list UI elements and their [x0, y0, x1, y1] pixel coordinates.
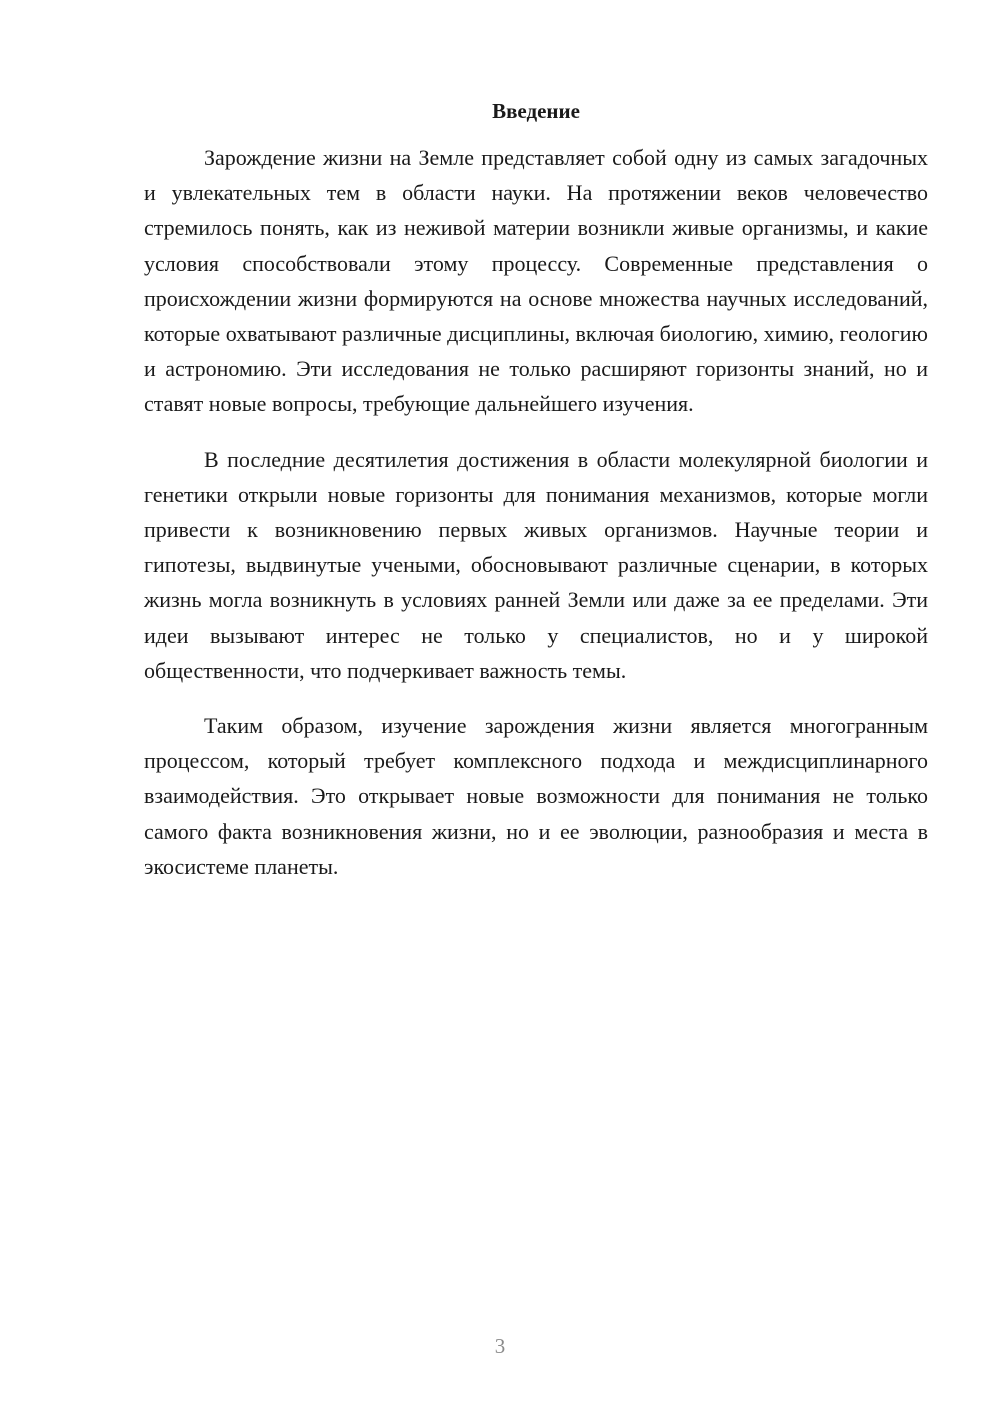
page-content: [144, 96, 928, 904]
page-number: 3: [494, 1334, 506, 1358]
paragraph-1: Зарождение жизни на Земле представляет собой одну из самых загадочных и увлекательных тем в области науки. На протяжении веков человечество стремилось понять, как из неживой материи возникли живые организмы, и какие условия способствовали этому процессу. Современные представления о происхождении жизни формируются на основе множества научных исследований, которые охватывают различные дисциплины, включая биологию, химию, геологию и астрономию. Эти исследования не только расширяют горизонты знаний, но и ставят новые вопросы, требующие дальнейшего изучения.: [144, 145, 928, 417]
section-heading: Введение: [492, 99, 580, 123]
paragraph-2: В последние десятилетия достижения в области молекулярной биологии и генетики открыли новые горизонты для понимания механизмов, которые могли привести к возникновению первых живых организмов. Научные теории и гипотезы, выдвинутые учеными, обосновывают различные сценарии, в которых жизнь могла возникнуть в условиях ранней Земли или даже за ее пределами. Эти идеи вызывают интерес не только у специалистов, но и у широкой общественности, что подчеркивает важность темы.: [144, 446, 928, 683]
paragraph-3: Таким образом, изучение зарождения жизни является многогранным процессом, который требует комплексного подхода и междисциплинарного взаимодействия. Это открывает новые возможности для понимания не только самого факта возникновения жизни, но и ее эволюции, разнообразия и места в экосистеме планеты.: [144, 713, 928, 879]
